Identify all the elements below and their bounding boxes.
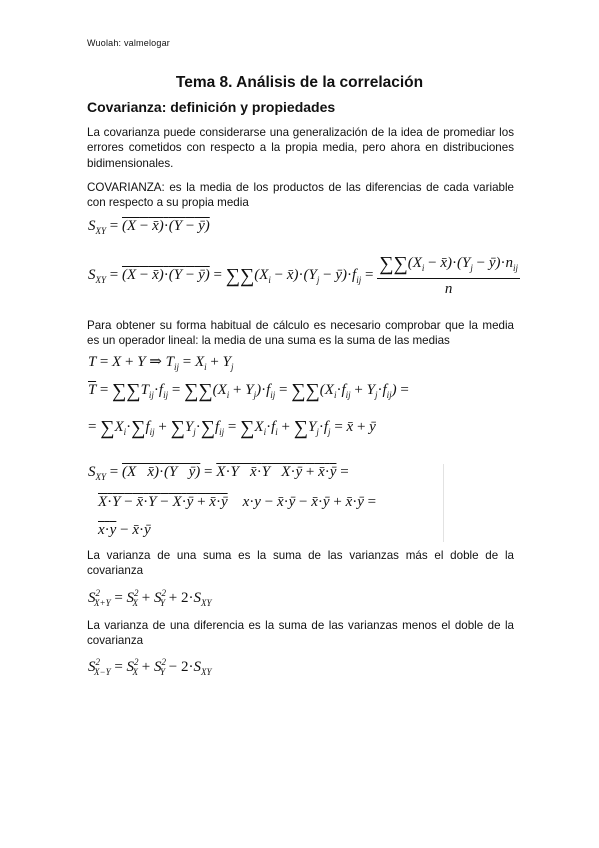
divider-line (443, 464, 444, 542)
formula-covariance-expanded: $S_{XY} = (X$ − x̄)·(Y − ȳ) = $\sum\sum(X_i$ − $x̄)\cdot(Y_j$ − $ȳ)\cdot f_{ij}$ = $\frac{\sum\sum(X_i - x̄)\cdot(Y_j - ȳ)\cdot n_{ij}}{n}$ (88, 253, 519, 297)
variance-diff-paragraph: La varianza de una diferencia es la suma de las varianzas menos el doble de la covarianza (87, 619, 514, 648)
formula-variance-sum: $S^2_{X+Y} = S^2_X + S^2_Y + 2\cdot S_{XY}$ (88, 588, 212, 608)
formula-variance-diff: $S^2_{X-Y} = S^2_X + S^2_Y - 2\cdot S_{XY}$ (88, 657, 212, 677)
definition-paragraph: COVARIANZA: es la media de los productos de las diferencias de cada variable con respecto a su propia media (87, 181, 514, 210)
section-heading: Covarianza: definición y propiedades (87, 99, 336, 115)
page-title: Tema 8. Análisis de la correlación (175, 74, 424, 91)
formula-sum-variable: T = X + Y ⇒ $T_{ij} = X_i + Y_j$ (88, 354, 234, 372)
formula-mean-sum: $\overline{T} = \sum\sum T_{ij}\cdot f_{ij} = \sum\sum(X_i + Y_j)\cdot f_{ij} = \sum\sum(X_i\cdot f_{ij} + Y_j\cdot f_{ij})$ = (88, 380, 409, 402)
formula-covariance-simplify-1: $S_{XY} = (X$ x̄)·(Y ȳ) = X·Y x̄·Y X·ȳ + x̄·ȳ = (88, 464, 349, 482)
formula-covariance-definition: $S_{XY} = (X$ − x̄)·(Y − ȳ) (88, 218, 210, 236)
page-header: Wuolah: valmelogar (87, 38, 170, 48)
intro-paragraph: La covarianza puede considerarse una generalización de la idea de promediar los errores cometidos con respecto a la propia media, pero ahora en distribuciones bidimensionales. (87, 126, 514, 170)
variance-sum-paragraph: La varianza de una suma es la suma de las varianzas más el doble de la covarianza (87, 549, 514, 578)
linear-operator-paragraph: Para obtener su forma habitual de cálculo es necesario comprobar que la media es un operador lineal: la media de una suma es la suma de las medias (87, 319, 514, 348)
formula-mean-sum-result: = $\sum X_i\cdot\sum f_{ij} + \sum Y_j\cdot\sum f_{ij} = \sum X_i\cdot f_i + \sum Y_j\cdot f_j$ = x̄ + ȳ (88, 417, 376, 439)
formula-covariance-simplify-2: X·Y − x̄·Y − X·ȳ + x̄·ȳ x·y − x̄·ȳ − x̄·ȳ + x̄·ȳ = (98, 494, 377, 510)
formula-covariance-simplify-3: x·y − x̄·ȳ (98, 522, 151, 538)
